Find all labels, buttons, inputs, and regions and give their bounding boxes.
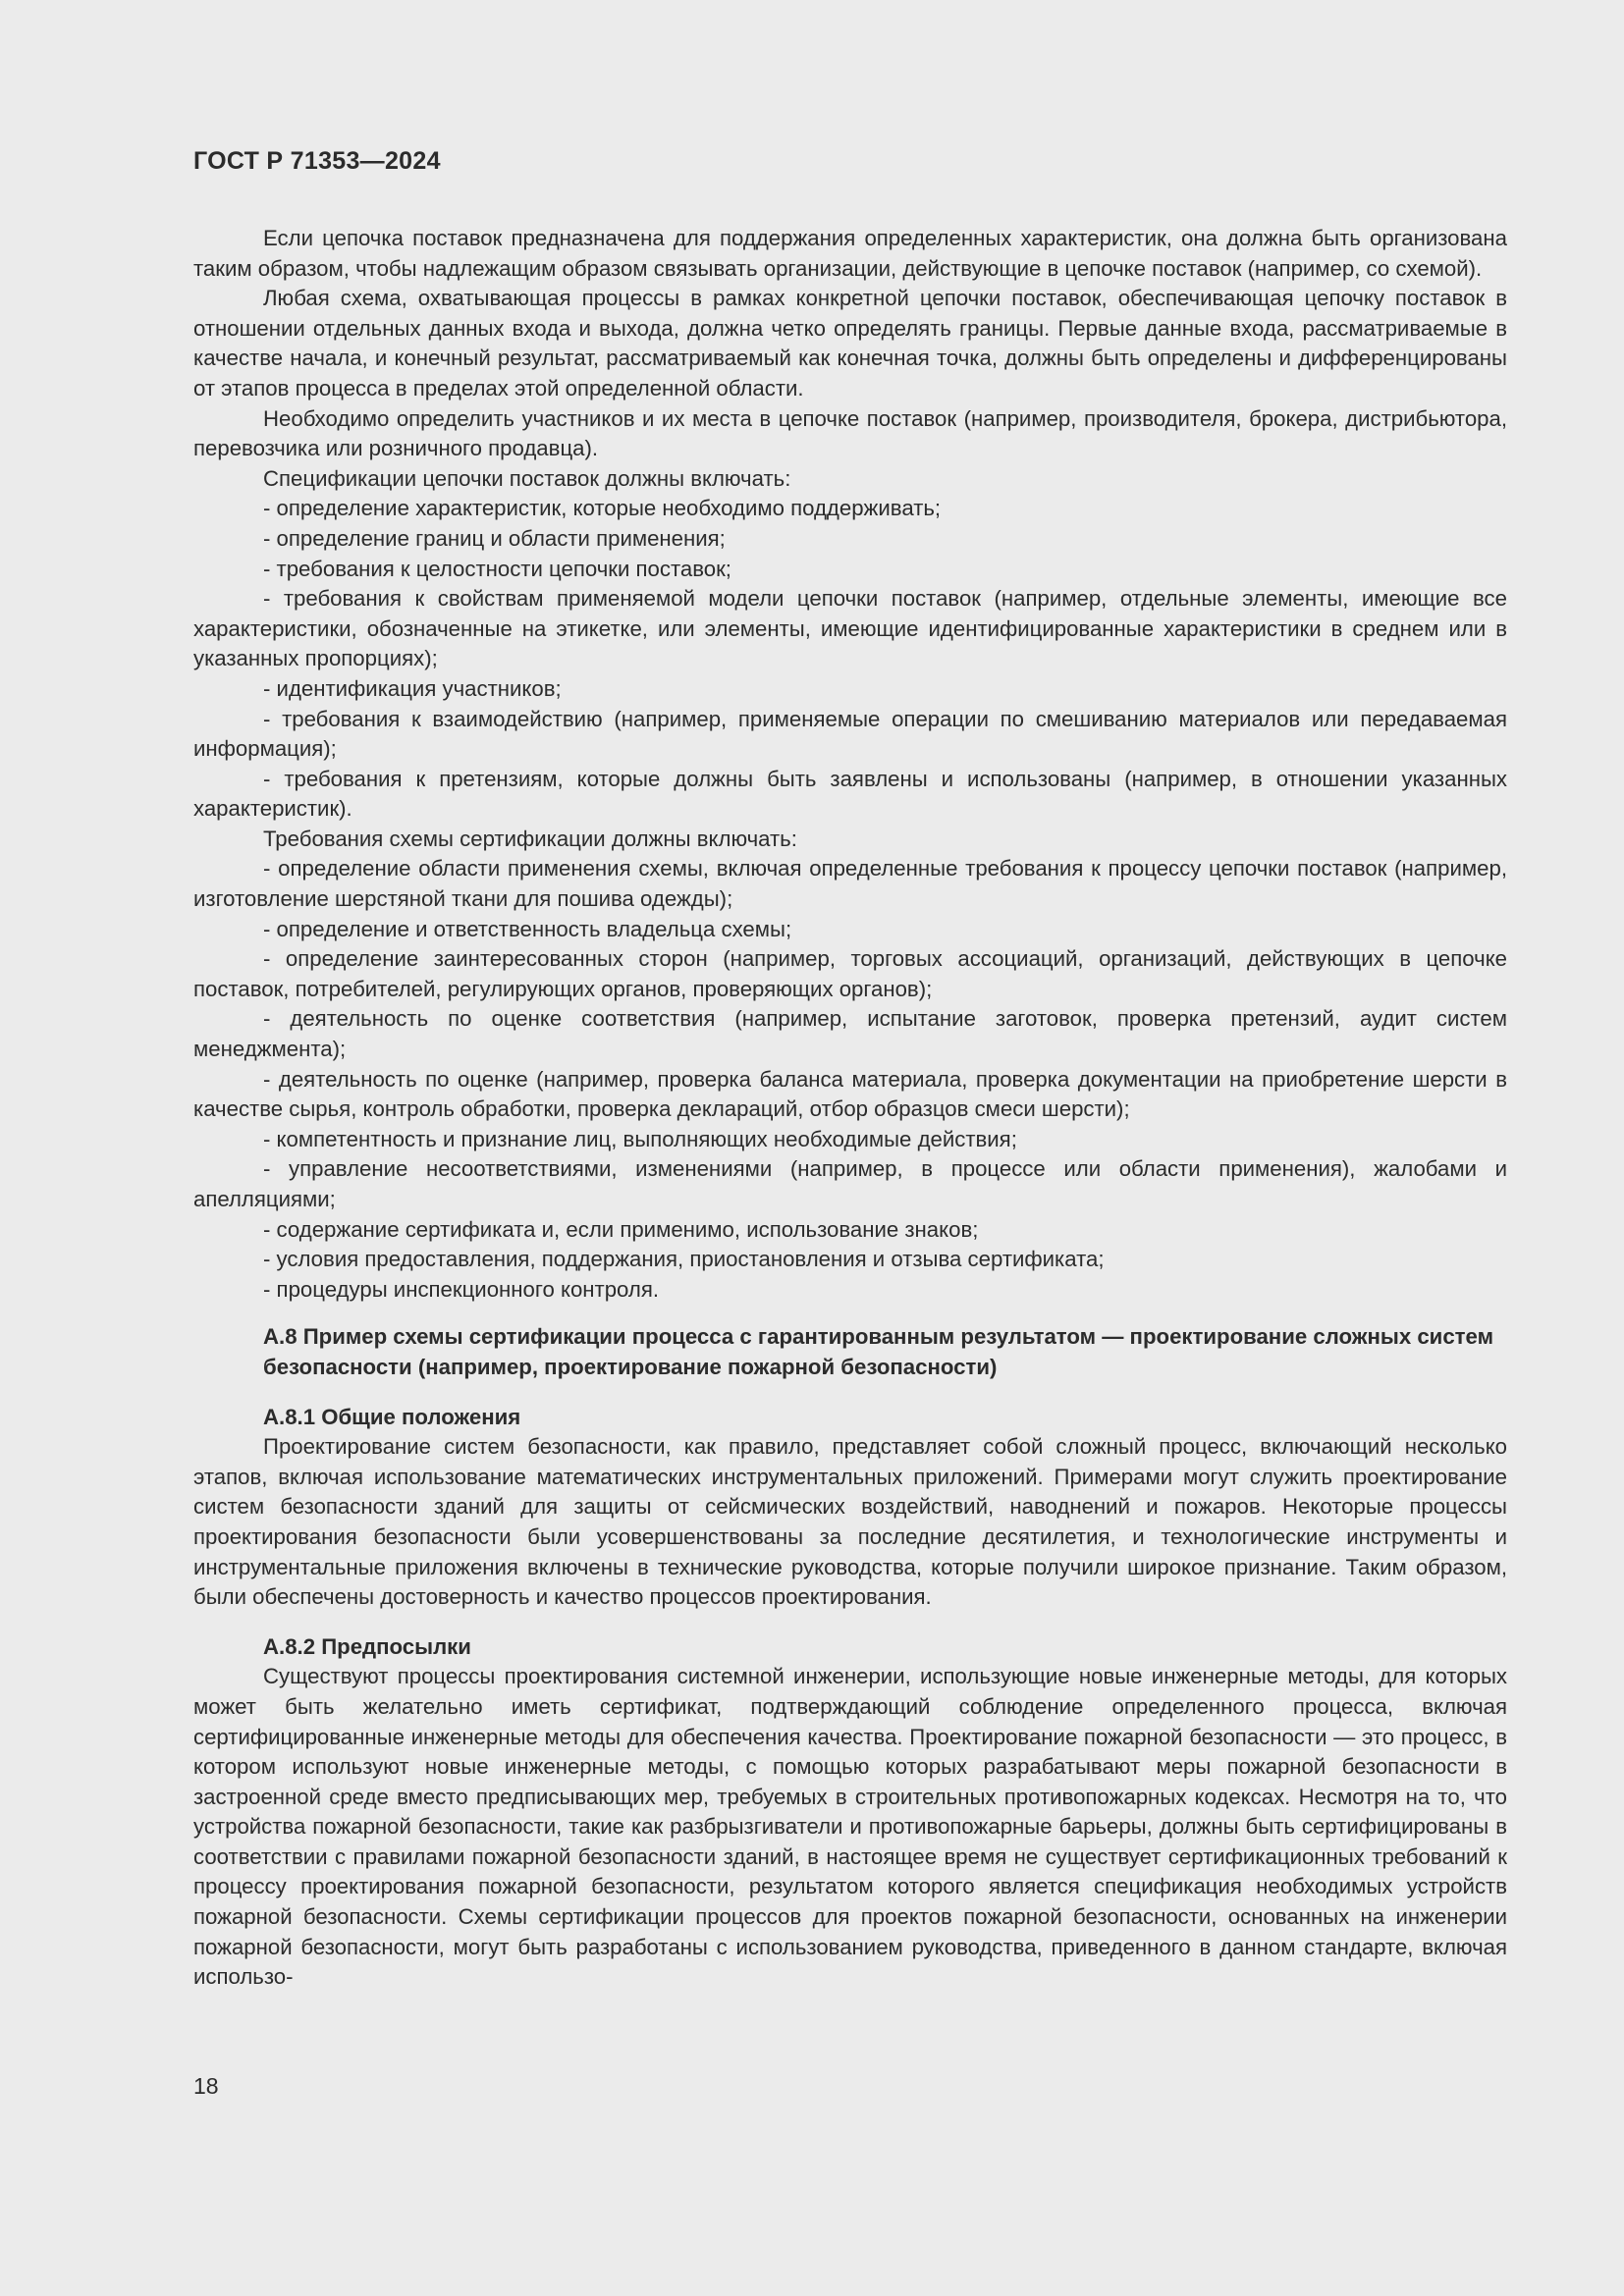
list-item: - управление несоответствиями, изменениями (например, в процессе или области применения), жалобами и апелляциями;	[193, 1156, 1507, 1211]
list-item: - требования к свойствам применяемой модели цепочки поставок (например, отдельные элементы, имеющие все характеристики, обозначенные на этикетке, или элементы, имеющие идентифицированные характеристики в среднем или в указанных пропорциях);	[193, 586, 1507, 671]
list-item: - определение области применения схемы, включая определенные требования к процессу цепочки поставок (например, изготовление шерстяной ткани для пошива одежды);	[193, 856, 1507, 912]
paragraph: Если цепочка поставок предназначена для поддержания определенных характеристик, она должна быть организована таким образом, чтобы надлежащим образом связывать организации, действующие в цепочке поставок (например, со схемой).	[193, 226, 1507, 281]
list-item: - процедуры инспекционного контроля.	[263, 1276, 660, 1302]
list-item: - идентификация участников;	[263, 675, 562, 701]
list-intro: Спецификации цепочки поставок должны включать:	[263, 465, 791, 491]
list-item: - определение характеристик, которые необходимо поддерживать;	[263, 496, 942, 521]
list-intro: Требования схемы сертификации должны включать:	[263, 826, 797, 851]
paragraph: Любая схема, охватывающая процессы в рамках конкретной цепочки поставок, обеспечивающая цепочку поставок в отношении отдельных данных входа и выхода, должна четко определять границы. Первые данные входа, рассматриваемые в качестве начала, и конечный результат, рассматриваемый как конечная точка, должны быть определены и дифференцированы от этапов процесса в пределах этой определенной области.	[193, 286, 1507, 400]
list-item: - деятельность по оценке (например, проверка баланса материала, проверка документации на приобретение шерсти в качестве сырья, контроль обработки, проверка деклараций, отбор образцов смеси шерсти);	[193, 1066, 1507, 1122]
section-heading-a8: А.8 Пример схемы сертификации процесса с гарантированным результатом — проектирование сложных систем безопасности (например, проектирование пожарной безопасности)	[263, 1324, 1493, 1379]
paragraph: Проектирование систем безопасности, как правило, представляет собой сложный процесс, включающий несколько этапов, включая использование математических инструментальных приложений. Примерами могут служить проектирование систем безопасности зданий для защиты от сейсмических воздействий, наводнений и пожаров. Некоторые процессы проектирования безопасности были усовершенствованы за последние десятилетия, и технологические инструменты и инструментальные приложения включены в технические руководства, которые получили широкое признание. Таким образом, были обеспечены достоверность и качество процессов проектирования.	[193, 1434, 1507, 1610]
list-item: - определение границ и области применения;	[263, 525, 726, 551]
subsection-heading-a8-2: А.8.2 Предпосылки	[263, 1633, 471, 1659]
list-item: - требования к целостности цепочки поставок;	[263, 556, 731, 581]
list-item: - требования к претензиям, которые должны быть заявлены и использованы (например, в отношении указанных характеристик).	[193, 766, 1507, 822]
list-item: - компетентность и признание лиц, выполняющих необходимые действия;	[263, 1126, 1017, 1151]
subsection-heading-a8-1: А.8.1 Общие положения	[263, 1404, 521, 1429]
paragraph: Существуют процессы проектирования системной инженерии, использующие новые инженерные методы, для которых может быть желательно иметь сертификат, подтверждающий соблюдение определенного процесса, включая сертифицированные инженерные методы для обеспечения качества. Проектирование пожарной безопасности — это процесс, в котором используют новые инженерные методы, с помощью которых разрабатывают меры пожарной безопасности в застроенной среде вместо предписывающих мер, требуемых в строительных противопожарных кодексах. Несмотря на то, что устройства пожарной безопасности, такие как разбрызгиватели и противопожарные барьеры, должны быть сертифицированы в соответствии с правилами пожарной безопасности зданий, в настоящее время не существует сертификационных требований к процессу проектирования пожарной безопасности, результатом которого является спецификация необходимых устройств пожарной безопасности. Схемы сертификации процессов для проектов пожарной безопасности, основанных на инженерии пожарной безопасности, могут быть разработаны с использованием руководства, приведенного в данном стандарте, включая использо-	[193, 1664, 1507, 1990]
document-body	[193, 224, 1507, 1993]
list-item: - определение и ответственность владельца схемы;	[263, 916, 792, 941]
paragraph: Необходимо определить участников и их места в цепочке поставок (например, производителя, брокера, дистрибьютора, перевозчика или розничного продавца).	[193, 405, 1507, 461]
page-number: 18	[193, 2073, 219, 2099]
list-item: - условия предоставления, поддержания, приостановления и отзыва сертификата;	[263, 1247, 1105, 1272]
document-id-header: ГОСТ Р 71353—2024	[193, 147, 441, 175]
list-item: - определение заинтересованных сторон (например, торговых ассоциаций, организаций, действующих в цепочке поставок, потребителей, регулирующих органов, проверяющих органов);	[193, 946, 1507, 1001]
list-item: - содержание сертификата и, если применимо, использование знаков;	[263, 1216, 979, 1242]
list-item: - деятельность по оценке соответствия (например, испытание заготовок, проверка претензий, аудит систем менеджмента);	[193, 1006, 1507, 1062]
list-item: - требования к взаимодействию (например, применяемые операции по смешиванию материалов или передаваемая информация);	[193, 706, 1507, 762]
